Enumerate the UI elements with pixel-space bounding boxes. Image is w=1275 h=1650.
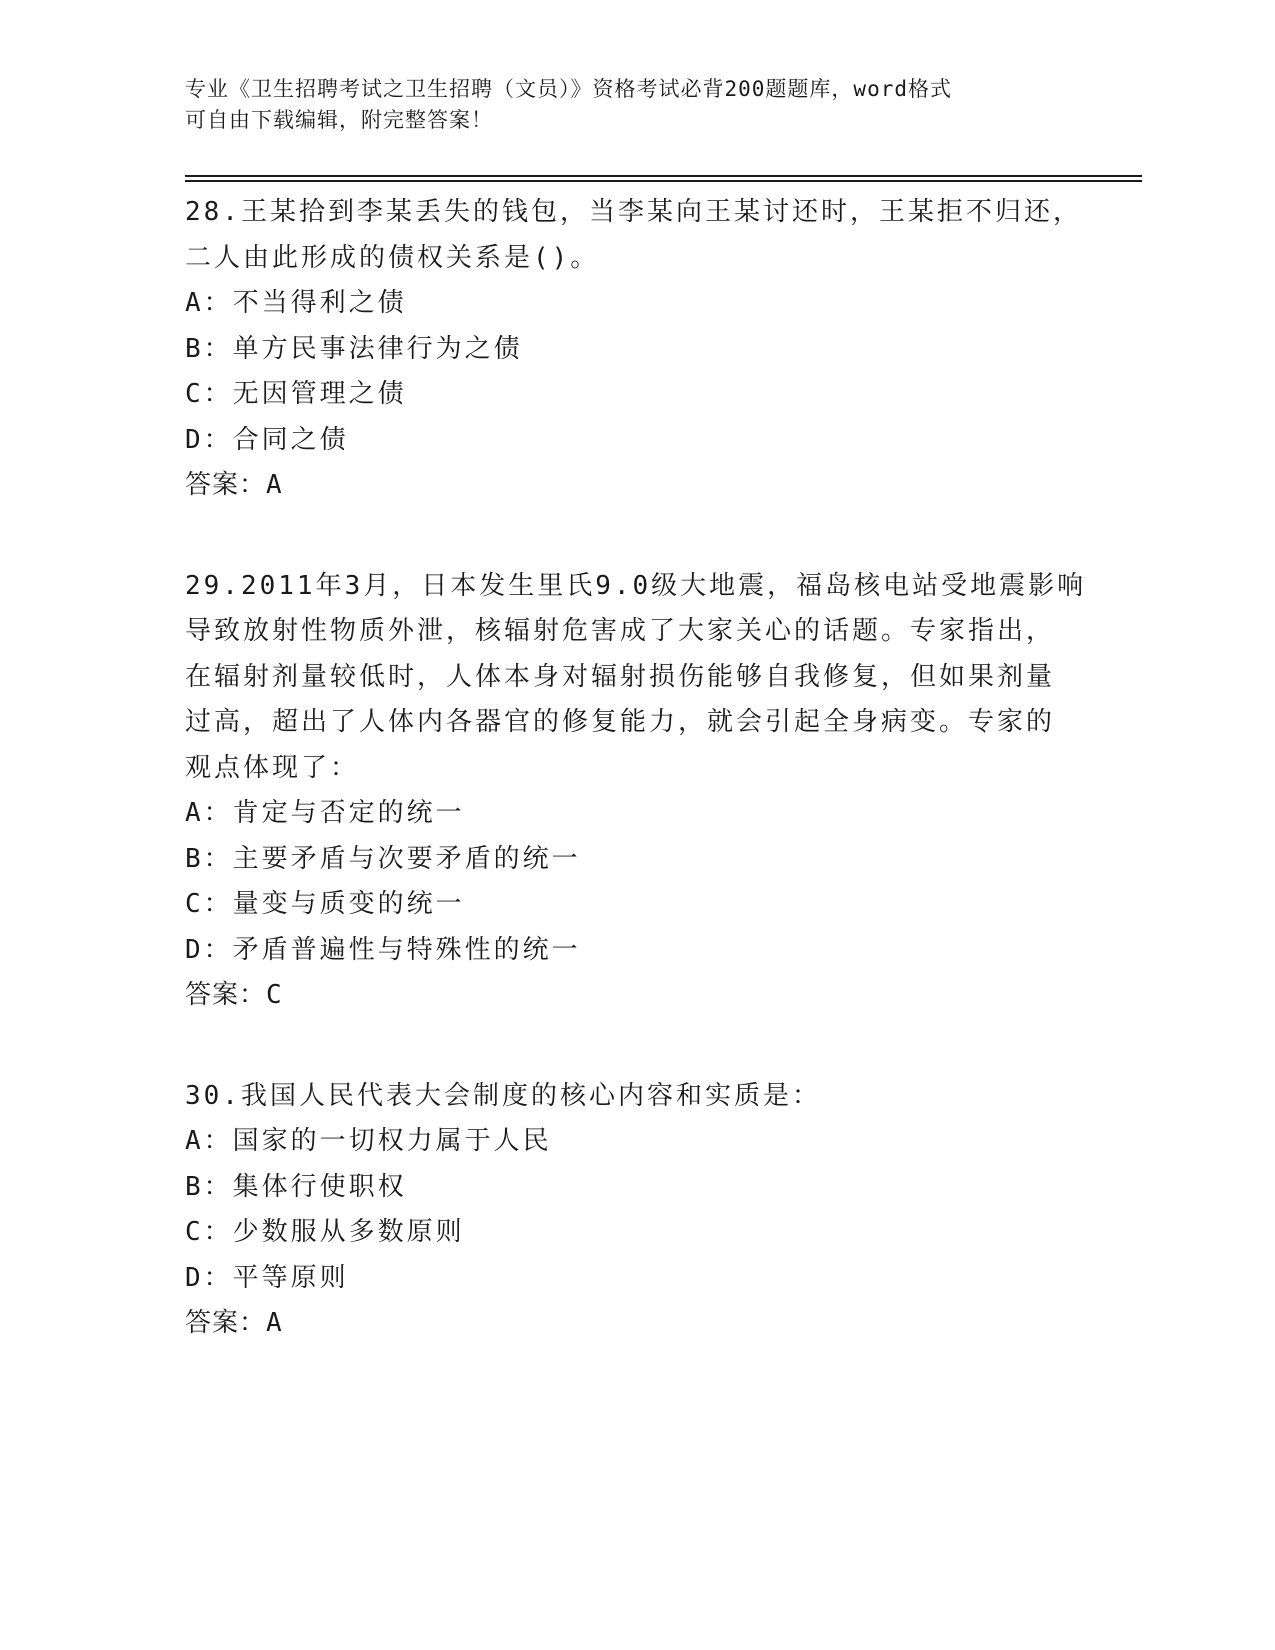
header-line-2: 可自由下载编辑，附完整答案！ <box>185 108 493 132</box>
option-c: C：无因管理之债 <box>185 379 407 409</box>
option-b: B：单方民事法律行为之债 <box>185 333 523 364</box>
question-list <box>185 190 1085 1402</box>
option-d: D：矛盾普遍性与特殊性的统一 <box>185 934 581 965</box>
option-b: B：集体行使职权 <box>185 1171 407 1202</box>
option-c: C：少数服从多数原则 <box>185 1217 465 1247</box>
question-stem-line: 导致放射性物质外泄，核辐射危害成了大家关心的话题。专家指出， <box>185 616 1056 646</box>
question-28 <box>185 190 1085 509</box>
question-stem-line: 在辐射剂量较低时，人体本身对辐射损伤能够自我修复，但如果剂量 <box>185 661 1056 692</box>
option-d: D：平等原则 <box>185 1262 349 1293</box>
question-29 <box>185 564 1085 1019</box>
question-stem-line: 二人由此形成的债权关系是()。 <box>185 242 600 273</box>
option-a: A：不当得利之债 <box>185 288 407 318</box>
option-d: D：合同之债 <box>185 424 349 455</box>
question-stem-line: 29.2011年3月，日本发生里氏9.0级大地震，福岛核电站受地震影响 <box>185 570 1087 601</box>
header-line-1: 专业《卫生招聘考试之卫生招聘（文员）》资格考试必背200题题库，word格式 <box>185 77 952 101</box>
question-30 <box>185 1074 1085 1347</box>
option-b: B：主要矛盾与次要矛盾的统一 <box>185 843 581 874</box>
option-a: A：肯定与否定的统一 <box>185 798 465 828</box>
question-stem-line: 过高，超出了人体内各器官的修复能力，就会引起全身病变。专家的 <box>185 707 1056 737</box>
document-header <box>185 74 1085 136</box>
header-divider-bottom <box>185 180 1142 182</box>
option-c: C：量变与质变的统一 <box>185 889 465 919</box>
question-stem-line: 观点体现了： <box>185 752 360 783</box>
header-divider-top <box>185 175 1142 177</box>
answer-line: 答案：A <box>185 470 283 500</box>
question-stem-line: 30.我国人民代表大会制度的核心内容和实质是： <box>185 1080 821 1111</box>
answer-line: 答案：C <box>185 980 283 1010</box>
answer-line: 答案：A <box>185 1308 283 1338</box>
question-stem-line: 28.王某拾到李某丢失的钱包，当李某向王某讨还时，王某拒不归还， <box>185 197 1082 227</box>
option-a: A：国家的一切权力属于人民 <box>185 1126 552 1156</box>
